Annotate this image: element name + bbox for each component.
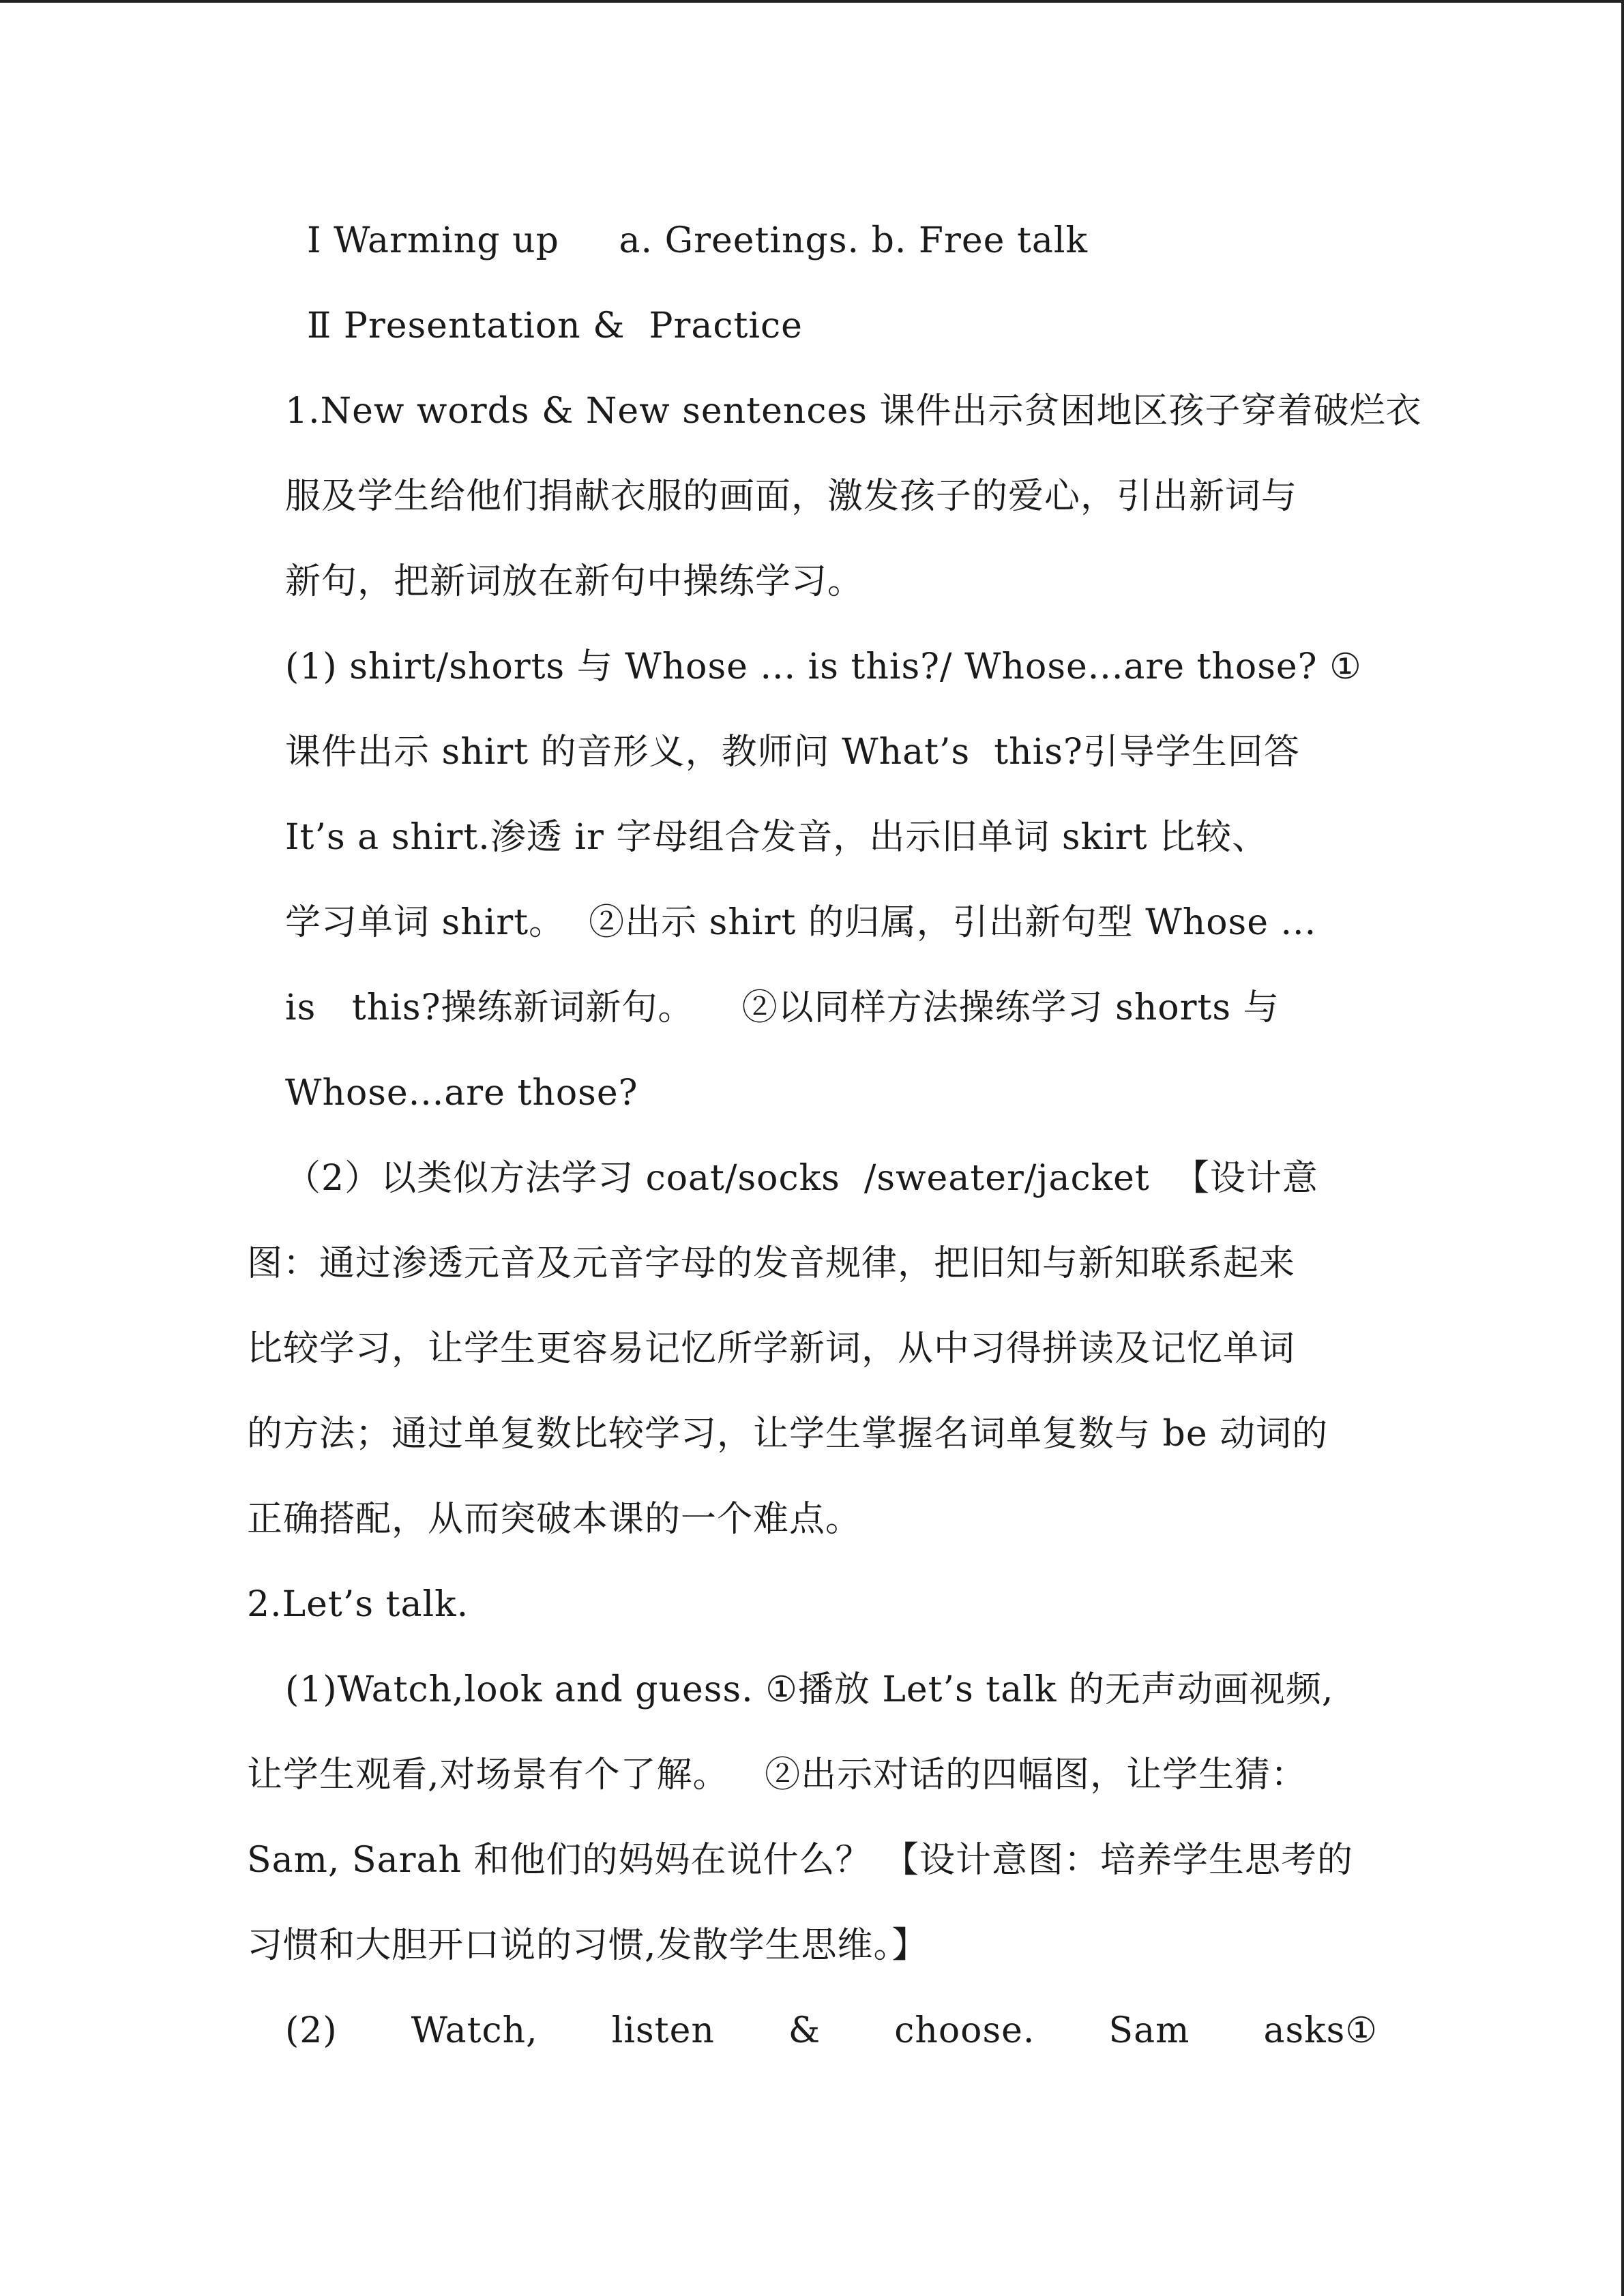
page-right-border (1621, 0, 1624, 2296)
paragraph-line-justified (285, 2007, 1378, 2055)
paragraph-line: 的方法；通过单复数比较学习，让学生掌握名词单复数与 be 动词的 (247, 1414, 1329, 1455)
paragraph-line: 1.New words & New sentences 课件出示贫困地区孩子穿着破烂衣 (285, 391, 1422, 432)
heading-presentation-practice: Ⅱ Presentation & Practice (307, 305, 803, 346)
paragraph-line: 学习单词 shirt。 ②出示 shirt 的归属，引出新句型 Whose ... (285, 902, 1317, 943)
paragraph-line: 图：通过渗透元音及元音字母的发音规律，把旧知与新知联系起来 (247, 1243, 1296, 1284)
paragraph-line: （2）以类似方法学习 coat/socks /sweater/jacket 【设计意 (285, 1158, 1318, 1199)
word: (2) (285, 2010, 338, 2051)
paragraph-line: (1) shirt/shorts 与 Whose ... is this?/ Whose...are those? ① (285, 646, 1362, 687)
paragraph-line: is this?操练新词新句。 ②以同样方法操练学习 shorts 与 (285, 987, 1280, 1028)
paragraph-line: 习惯和大胆开口说的习惯,发散学生思维。】 (247, 1925, 928, 1966)
word: listen (611, 2010, 715, 2051)
paragraph-line: 课件出示 shirt 的音形义，教师问 What’s this?引导学生回答 (285, 732, 1300, 773)
paragraph-line: 服及学生给他们捐献衣服的画面，激发孩子的爱心，引出新词与 (285, 476, 1298, 517)
heading-warming-up: Ⅰ Warming up a. Greetings. b. Free talk (307, 220, 1088, 261)
paragraph-line: (1)Watch,look and guess. ①播放 Let’s talk 的无声动画视频, (285, 1669, 1334, 1710)
word: Sam (1108, 2010, 1190, 2051)
word: asks① (1263, 2010, 1378, 2051)
paragraph-line: 正确搭配，从而突破本课的一个难点。 (247, 1499, 862, 1540)
paragraph-line: Sam, Sarah 和他们的妈妈在说什么？ 【设计意图：培养学生思考的 (247, 1840, 1354, 1881)
paragraph-line: It’s a shirt.渗透 ir 字母组合发音，出示旧单词 skirt 比较、 (285, 817, 1268, 858)
word: Watch, (411, 2010, 538, 2051)
paragraph-line: Whose...are those? (285, 1073, 638, 1114)
paragraph-line: 新句，把新词放在新句中操练学习。 (285, 561, 864, 602)
word: & (788, 2010, 821, 2051)
paragraph-line: 比较学习，让学生更容易记忆所学新词，从中习得拼读及记忆单词 (247, 1328, 1296, 1369)
paragraph-line: 让学生观看,对场景有个了解。 ②出示对话的四幅图，让学生猜： (247, 1755, 1308, 1795)
word: choose. (894, 2010, 1035, 2051)
heading-lets-talk: 2.Let’s talk. (247, 1584, 469, 1625)
page-top-border (0, 0, 1624, 3)
